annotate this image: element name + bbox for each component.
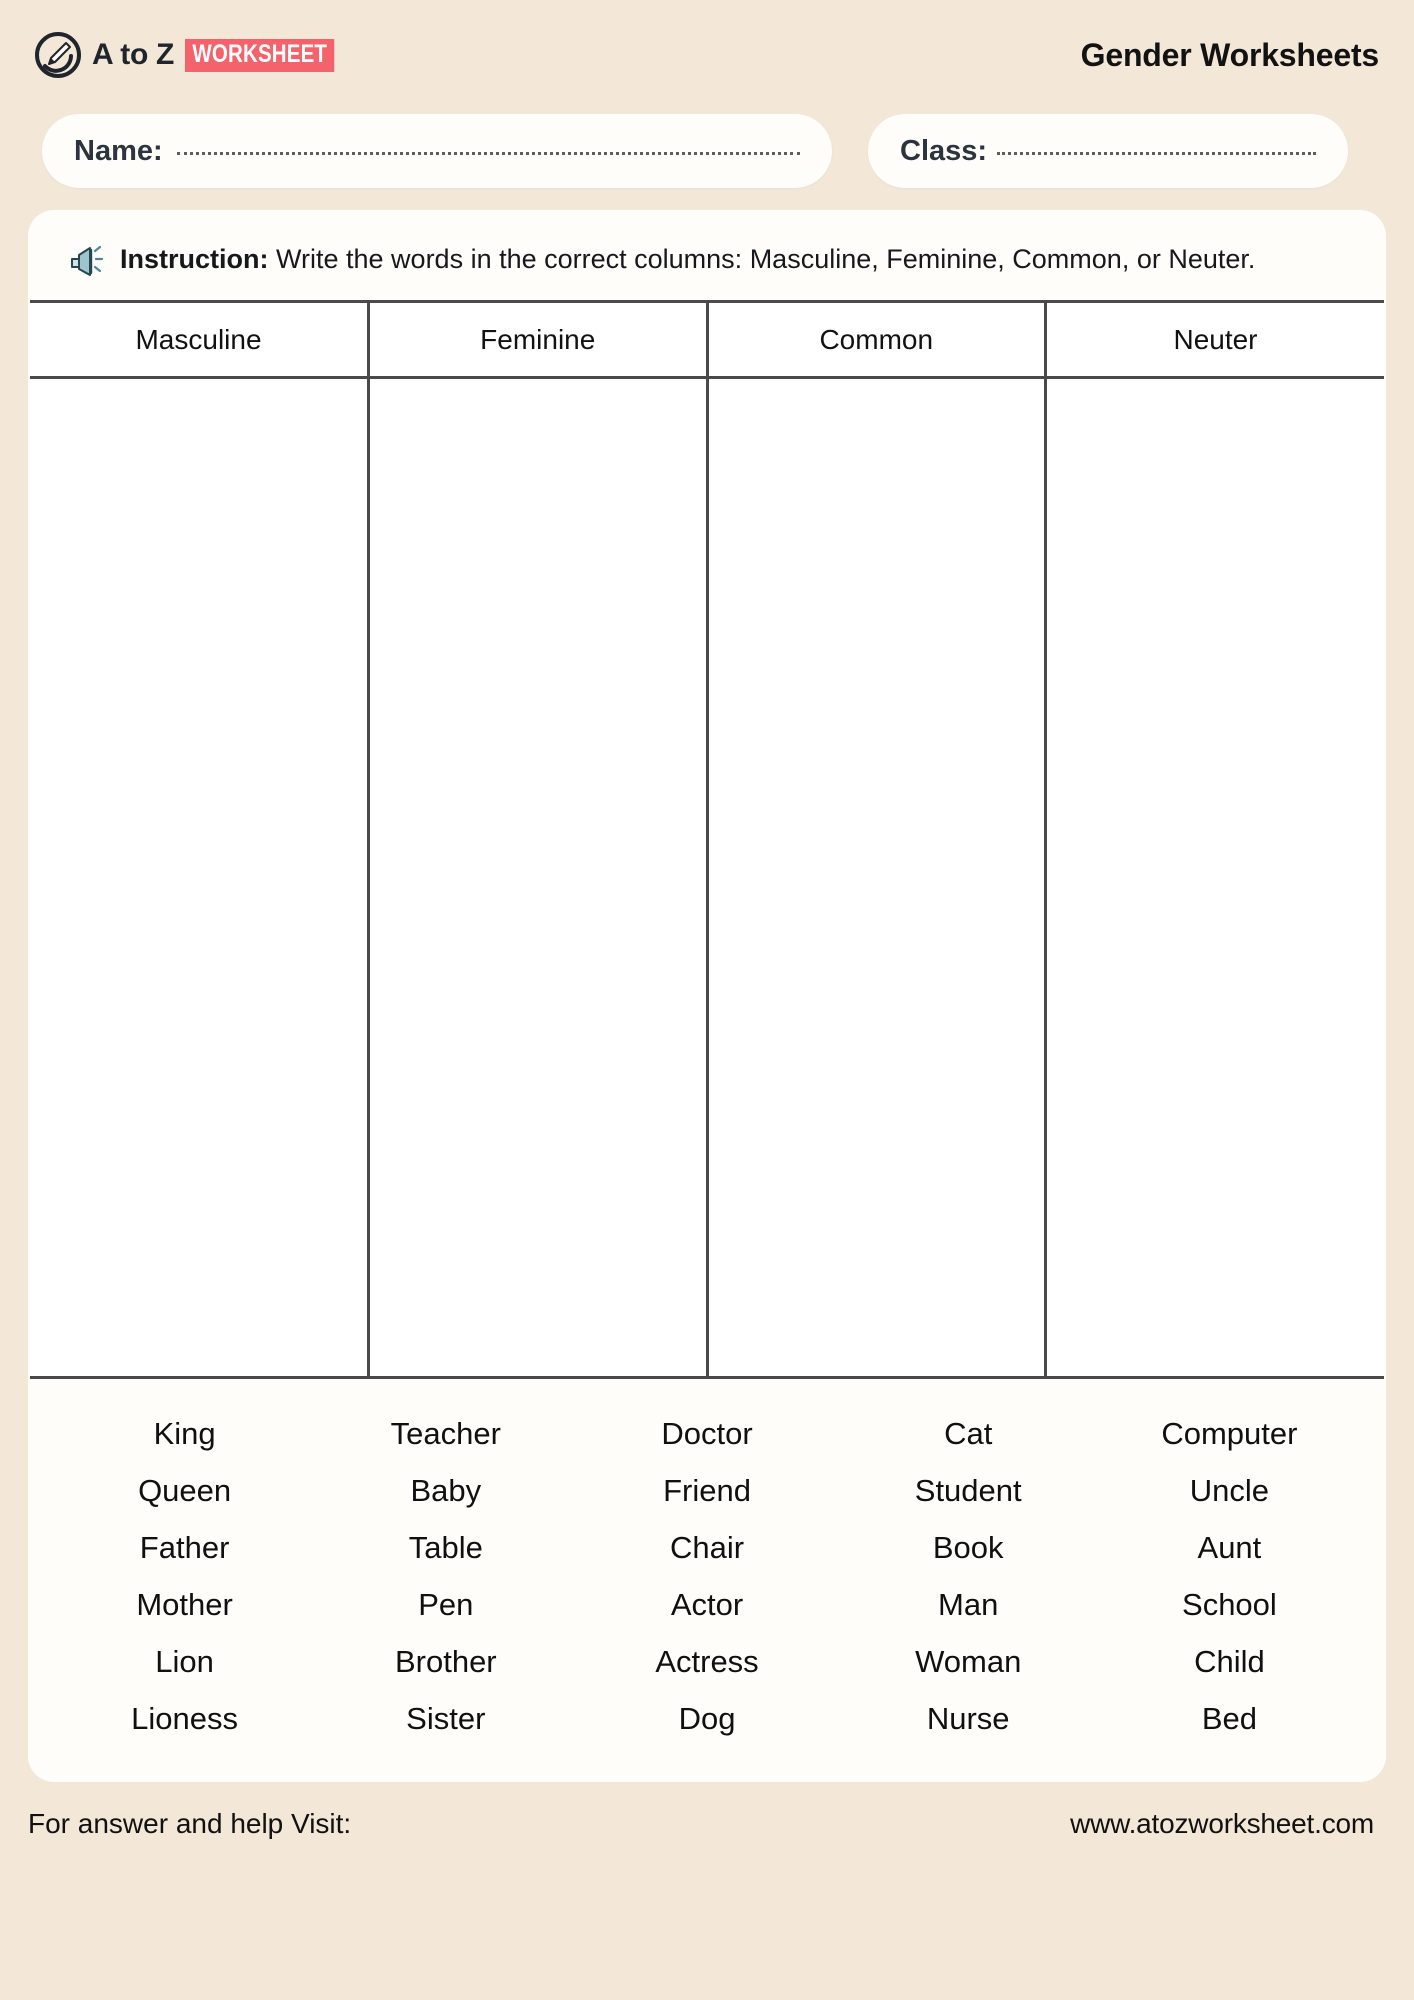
word-item[interactable]: Father: [139, 1530, 230, 1566]
word-item[interactable]: Actress: [655, 1644, 759, 1680]
word-bank-row: [54, 1405, 1360, 1462]
word-item[interactable]: Lion: [155, 1644, 214, 1680]
megaphone-icon: [70, 245, 104, 277]
instruction-card: [28, 210, 1386, 300]
word-item[interactable]: Bed: [1201, 1701, 1257, 1737]
answer-cell-neuter[interactable]: [1046, 378, 1385, 1378]
word-item[interactable]: Computer: [1161, 1416, 1298, 1452]
student-info-row: [28, 114, 1386, 188]
answer-cell-masculine[interactable]: [30, 378, 369, 1378]
instruction-text: [118, 240, 1255, 278]
word-item[interactable]: Teacher: [390, 1416, 501, 1452]
word-item[interactable]: Chair: [669, 1530, 745, 1566]
word-item[interactable]: King: [153, 1416, 216, 1452]
brand-badge: WORKSHEET: [185, 39, 334, 72]
word-bank-row: [54, 1462, 1360, 1519]
gender-table: [30, 300, 1384, 1379]
name-label: Name:: [74, 134, 163, 167]
word-item[interactable]: Book: [932, 1530, 1004, 1566]
word-item[interactable]: Uncle: [1189, 1473, 1270, 1509]
word-item[interactable]: Baby: [410, 1473, 482, 1509]
answer-cell-common[interactable]: [707, 378, 1046, 1378]
word-item[interactable]: Table: [408, 1530, 483, 1566]
word-item[interactable]: Lioness: [131, 1701, 239, 1737]
word-bank: [28, 1379, 1386, 1781]
column-header-common: Common: [707, 302, 1046, 378]
class-field[interactable]: [868, 114, 1348, 188]
word-item[interactable]: Dog: [678, 1701, 736, 1737]
word-item[interactable]: Brother: [394, 1644, 497, 1680]
word-item[interactable]: Mother: [136, 1587, 233, 1623]
word-bank-row: [54, 1633, 1360, 1690]
word-item[interactable]: Queen: [138, 1473, 232, 1509]
word-item[interactable]: Doctor: [661, 1416, 753, 1452]
answer-table-wrapper: [28, 300, 1386, 1379]
pen-in-circle-icon: [35, 32, 81, 78]
column-header-feminine: Feminine: [369, 302, 708, 378]
word-item[interactable]: Man: [938, 1587, 999, 1623]
class-input-line[interactable]: [997, 152, 1316, 155]
brand-logo: [35, 32, 367, 78]
word-item[interactable]: Pen: [418, 1587, 474, 1623]
footer-help-text: For answer and help Visit:: [28, 1807, 352, 1839]
name-field[interactable]: [42, 114, 832, 188]
page-footer: [28, 1782, 1386, 1840]
word-item[interactable]: Nurse: [926, 1701, 1010, 1737]
word-item[interactable]: Child: [1194, 1644, 1265, 1680]
instruction-body: Write the words in the correct columns: Masculine, Feminine, Common, or Neuter.: [276, 244, 1256, 274]
word-item[interactable]: Cat: [944, 1416, 993, 1452]
word-item[interactable]: Sister: [406, 1701, 486, 1737]
column-header-neuter: Neuter: [1046, 302, 1385, 378]
table-row: [30, 378, 1384, 1378]
word-bank-row: [54, 1519, 1360, 1576]
column-header-masculine: Masculine: [30, 302, 369, 378]
name-input-line[interactable]: [177, 152, 800, 155]
page-header: [28, 0, 1386, 110]
word-item[interactable]: Woman: [915, 1644, 1022, 1680]
answer-cell-feminine[interactable]: [369, 378, 708, 1378]
word-item[interactable]: Friend: [663, 1473, 751, 1509]
word-bank-row: [54, 1576, 1360, 1633]
word-item[interactable]: Actor: [670, 1587, 744, 1623]
word-item[interactable]: Aunt: [1197, 1530, 1262, 1566]
brand-name: A to Z: [92, 38, 175, 71]
word-item[interactable]: Student: [914, 1473, 1022, 1509]
instruction-label: Instruction:: [120, 244, 269, 274]
class-label: Class:: [900, 134, 988, 167]
page-title: Gender Worksheets: [1080, 36, 1379, 73]
footer-website-link[interactable]: www.atozworksheet.com: [1070, 1807, 1374, 1839]
word-bank-row: [54, 1690, 1360, 1747]
table-header-row: [30, 302, 1384, 378]
word-item[interactable]: School: [1182, 1587, 1277, 1623]
